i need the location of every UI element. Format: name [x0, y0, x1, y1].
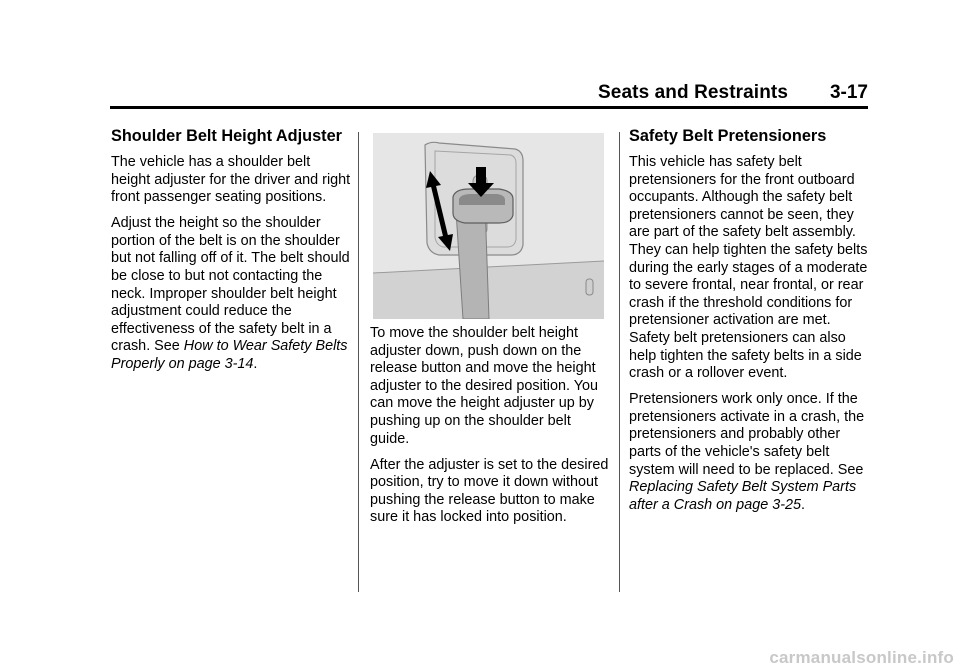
left-paragraph-1: The vehicle has a shoulder belt height adjuster for the driver and right front passenger seating positions. [111, 154, 351, 206]
right-paragraph-2-end: . [801, 496, 805, 513]
belt-adjuster-illustration [373, 133, 604, 319]
left-paragraph-2-text: Adjust the height so the shoulder portion of the belt is on the shoulder but not falling off of it. The belt should be close to but not contacting the neck. Improper shoulder belt height adjustment could reduce the effectiveness of the safety belt in a crash. See [111, 215, 350, 355]
watermark: carmanualsonline.info [769, 648, 954, 667]
right-paragraph-2-text: Pretensioners work only once. If the pretensioners activate in a crash, the pretensioners and probably other parts of the vehicle's safety belt system will need to be replaced. See [629, 391, 865, 478]
middle-paragraph-2: After the adjuster is set to the desired position, try to move it down without pushing the release button to make sure it has locked into position. [370, 456, 609, 526]
right-paragraph-2 [629, 391, 869, 514]
left-paragraph-2-end: . [253, 356, 258, 373]
right-column [629, 126, 869, 523]
right-paragraph-1: This vehicle has safety belt pretensioners for the front outboard occupants. Although the safety belt pretensioners cannot be seen, they are part of the safety belt assembly. They can help tighten the safety belts during the early stages of a moderate to severe frontal, near frontal, or rear crash if the threshold conditions for pretensioner activation are met. Safety belt pretensioners can also help tighten the safety belts in a side crash or a rollover event. [629, 154, 868, 382]
middle-column [370, 325, 610, 536]
belt-adjuster-svg [373, 133, 604, 319]
page-number: 3-17 [829, 82, 868, 103]
column-divider-left [358, 132, 359, 592]
shoulder-belt-heading: Shoulder Belt Height Adjuster [111, 127, 342, 145]
section-title: Seats and Restraints [598, 82, 788, 103]
left-paragraph-2 [111, 215, 351, 373]
middle-paragraph-1: To move the shoulder belt height adjuster down, push down on the release button and move the height adjuster to the desired position. You can move the height adjuster up by pushing up on the shoulder belt guide. [370, 325, 599, 447]
column-divider-right [619, 132, 620, 592]
cross-reference-link[interactable]: Replacing Safety Belt System Parts after a Crash on page 3-25 [629, 479, 857, 513]
cross-reference-link[interactable]: How to Wear Safety Belts Properly on page 3-14 [111, 338, 348, 373]
latch-detail [586, 279, 593, 295]
pretensioners-heading: Safety Belt Pretensioners [629, 127, 827, 145]
left-column [111, 126, 351, 382]
header-rule [110, 106, 868, 109]
